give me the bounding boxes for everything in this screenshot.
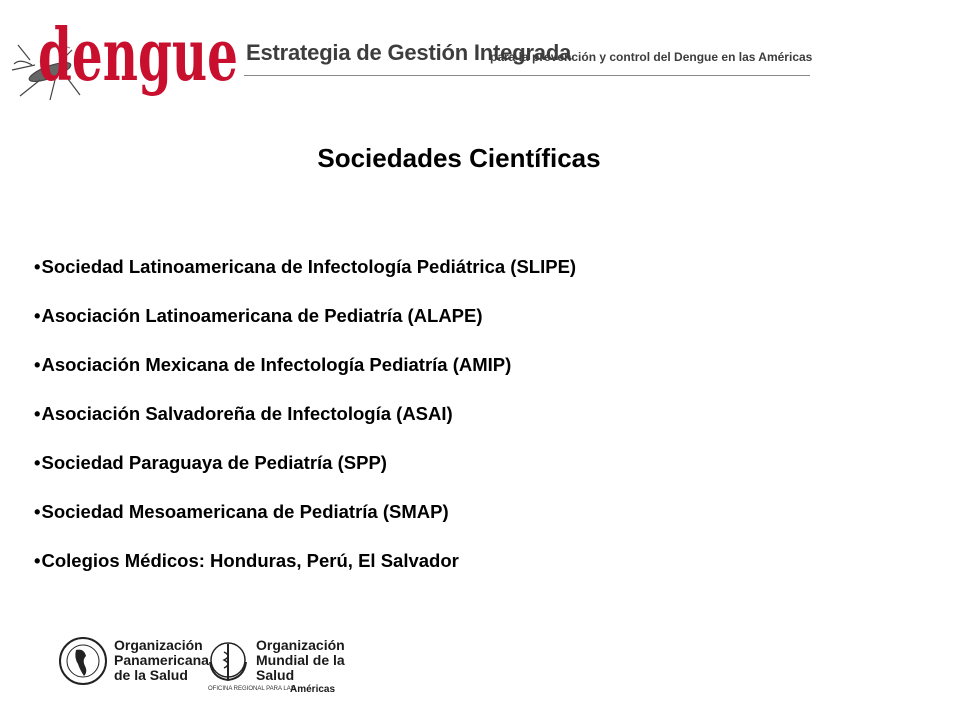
- list-item-text: Sociedad Latinoamericana de Infectología Pediátrica (SLIPE): [41, 256, 577, 277]
- slide-title: Sociedades Científicas: [317, 143, 601, 173]
- paho-name: [114, 638, 209, 683]
- dengue-logo: [10, 10, 246, 106]
- paho-name-line3: de la Salud: [114, 667, 188, 683]
- who-name-line2: Mundial de la Salud: [256, 652, 345, 683]
- bullet-icon: •: [34, 354, 41, 375]
- bullet-icon: •: [34, 403, 41, 424]
- list-item: [34, 497, 576, 546]
- list-item: [34, 301, 576, 350]
- list-item-text: Asociación Salvadoreña de Infectología (ASAI): [41, 403, 453, 424]
- who-name: [256, 638, 378, 683]
- bullet-icon: •: [34, 550, 41, 571]
- list-item: [34, 350, 576, 399]
- bullet-icon: •: [34, 452, 41, 473]
- list-item-text: Sociedad Mesoamericana de Pediatría (SMAP): [41, 501, 449, 522]
- list-item-text: Sociedad Paraguaya de Pediatría (SPP): [41, 452, 387, 473]
- bullet-icon: •: [34, 501, 41, 522]
- logo-wordmark: dengue: [38, 12, 239, 97]
- who-regional-label: OFICINA REGIONAL PARA LAS: [208, 686, 295, 692]
- societies-list: [34, 252, 576, 595]
- bullet-icon: •: [34, 305, 41, 326]
- who-emblem-icon: [204, 638, 252, 686]
- paho-emblem-icon: [58, 636, 108, 686]
- header: [0, 0, 960, 110]
- who-name-line1: Organización: [256, 637, 345, 653]
- bullet-icon: •: [34, 256, 41, 277]
- list-item-text: Colegios Médicos: Honduras, Perú, El Salvador: [41, 550, 459, 571]
- list-item: [34, 399, 576, 448]
- list-item-text: Asociación Latinoamericana de Pediatría (ALAPE): [41, 305, 483, 326]
- list-item: [34, 546, 576, 595]
- who-region: Américas: [290, 684, 336, 695]
- strategy-title: Estrategia de Gestión Integrada: [246, 40, 572, 65]
- list-item: [34, 448, 576, 497]
- paho-name-line1: Organización: [114, 637, 203, 653]
- footer-logos: [58, 630, 378, 700]
- header-divider: [244, 75, 810, 76]
- list-item: [34, 252, 576, 301]
- list-item-text: Asociación Mexicana de Infectología Pediatría (AMIP): [41, 354, 512, 375]
- paho-name-line2: Panamericana: [114, 652, 209, 668]
- strategy-subtitle: para la prevención y control del Dengue en las Américas: [490, 50, 813, 64]
